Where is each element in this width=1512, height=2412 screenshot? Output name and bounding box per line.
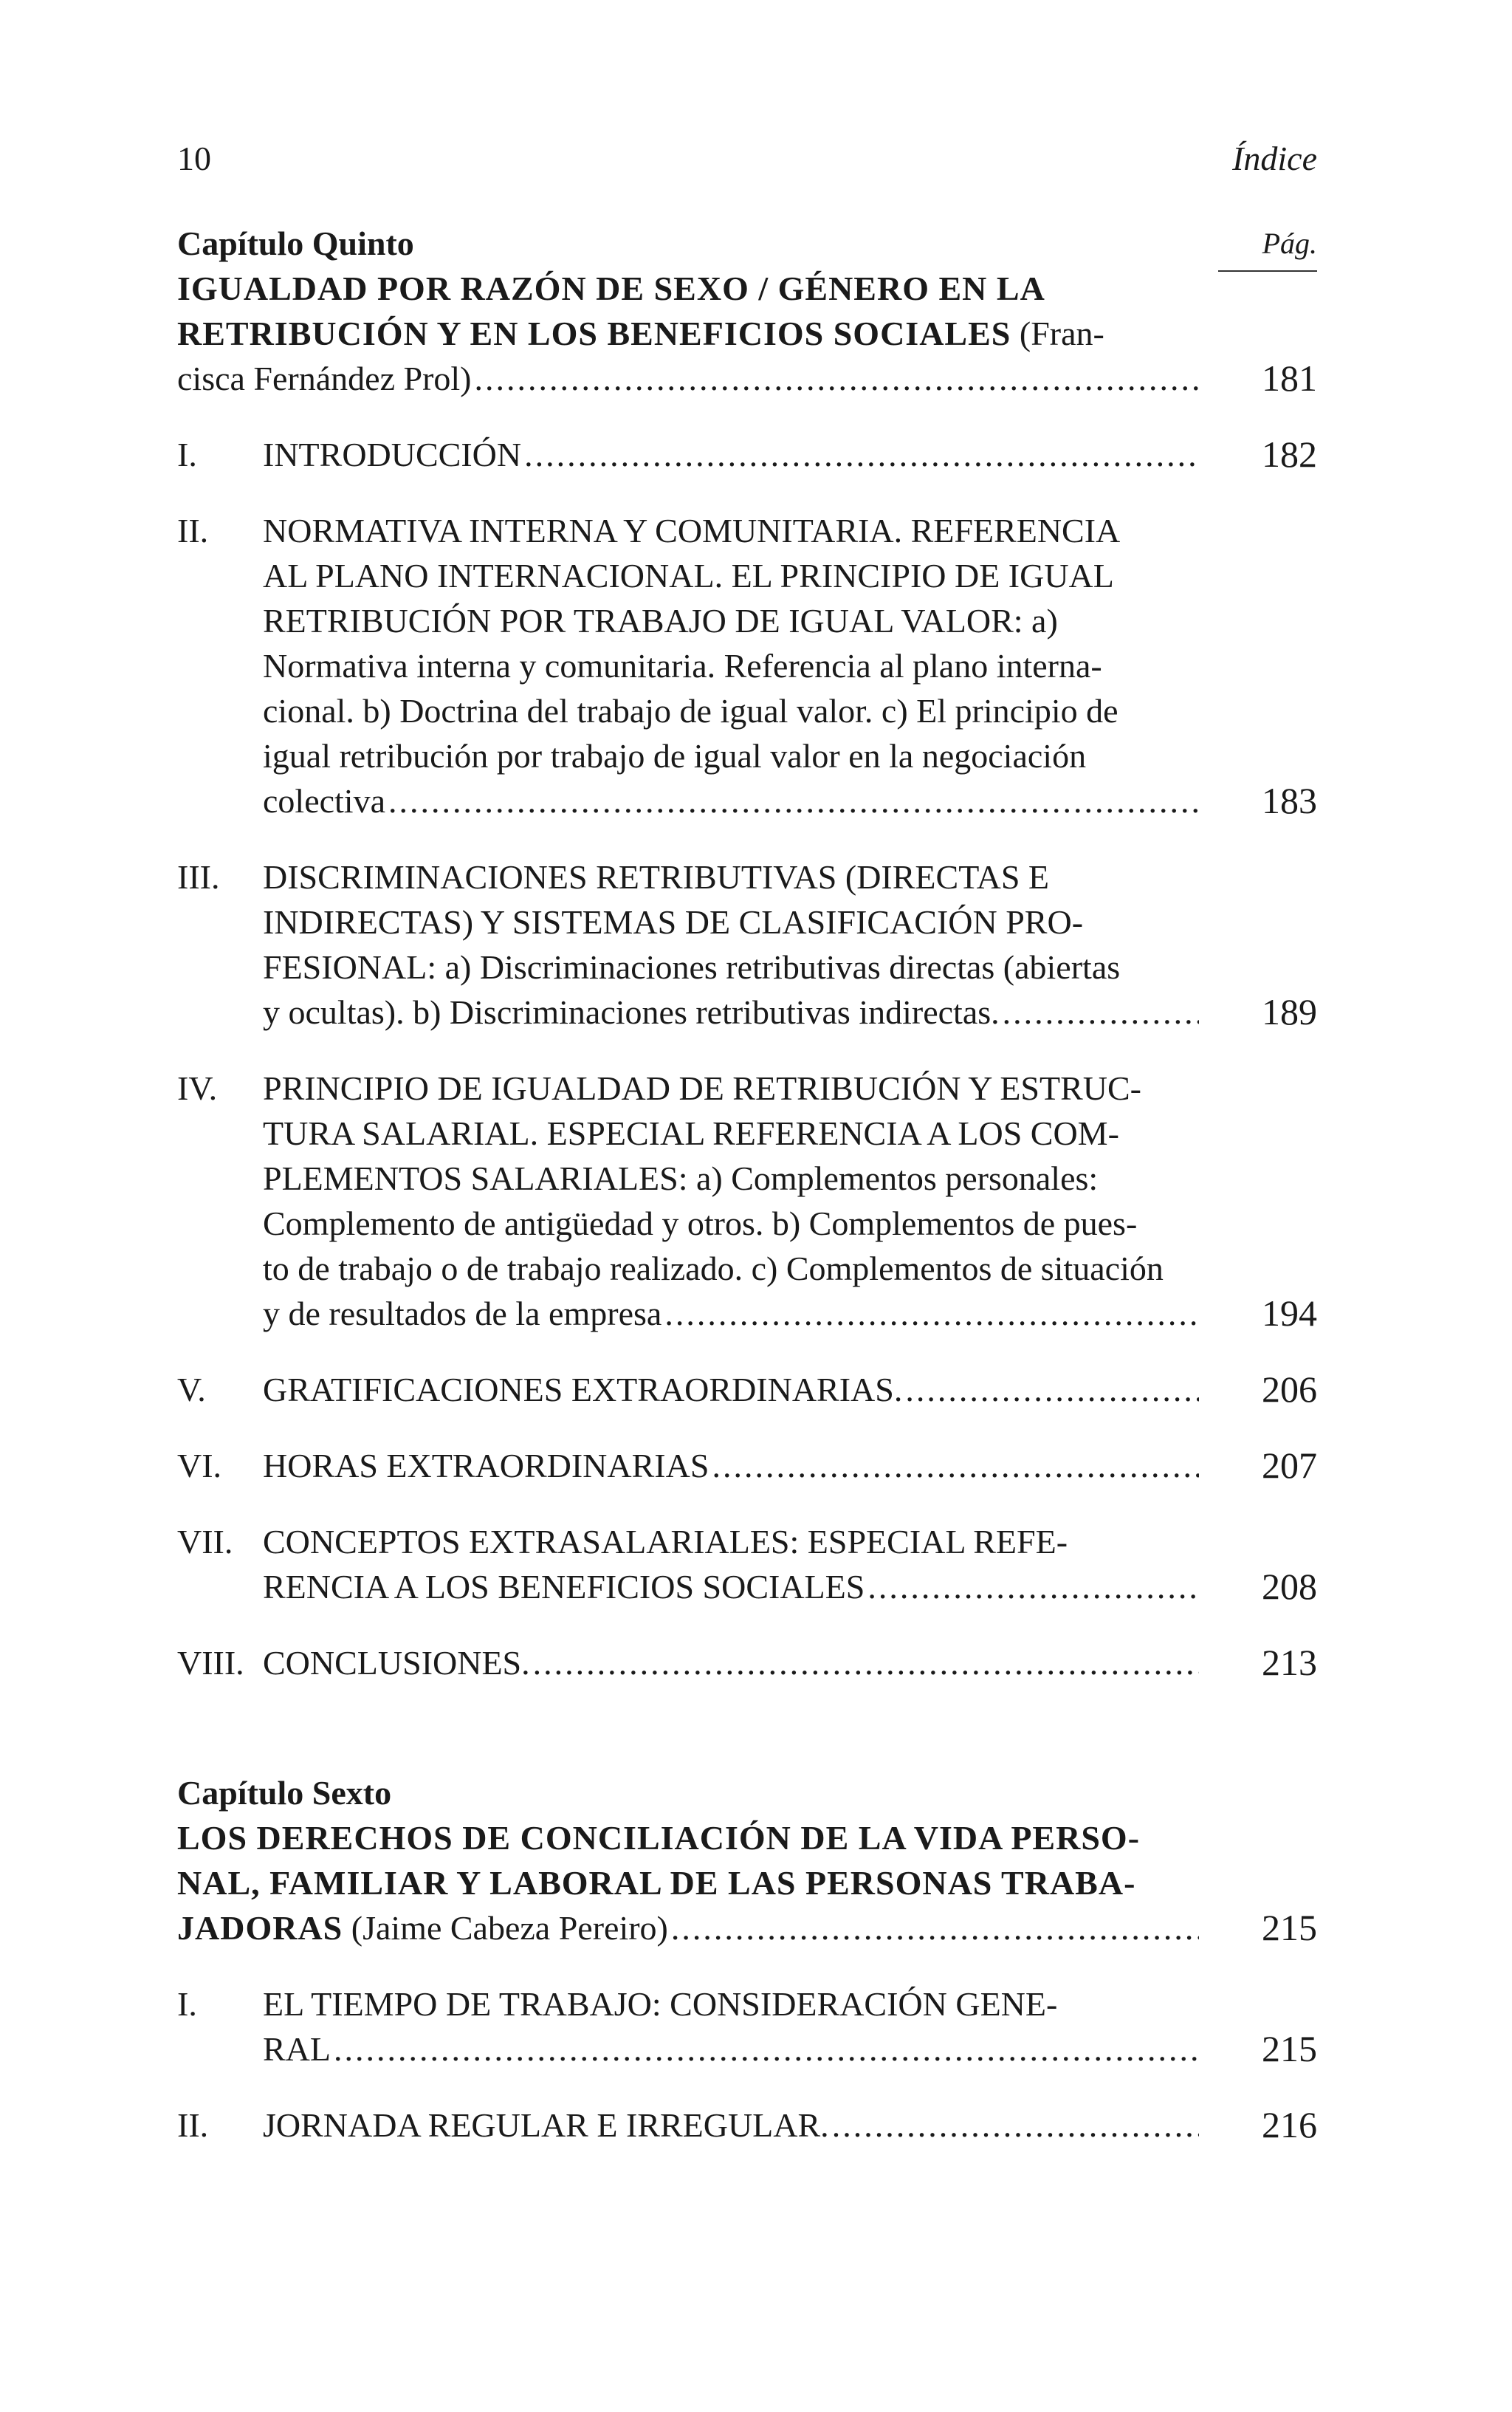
entry-page-number: 206 [1262,1368,1317,1410]
section-line: INDIRECTAS) Y SISTEMAS DE CLASIFICACIÓN PRO- [263,903,1084,941]
entry-page-number: 194 [1262,1292,1317,1334]
entry-page-number: 182 [1262,434,1317,475]
section-line: TURA SALARIAL. ESPECIAL REFERENCIA A LOS COM- [263,1114,1119,1152]
toc-section[interactable] [177,432,1317,477]
chapter-entry[interactable] [177,1815,1317,1950]
chapter-label: Capítulo Quinto [177,225,414,262]
chapter-sexto [177,1771,1317,2148]
section-line: DISCRIMINACIONES RETRIBUTIVAS (DIRECTAS E [263,858,1050,896]
section-title: INTRODUCCIÓN [263,436,522,473]
dot-leader [533,1640,1199,1685]
dot-leader [671,1905,1199,1950]
section-number: VI. [177,1447,222,1484]
section-title: CONCLUSIONES. [263,1644,530,1682]
chapter-author: cisca Fernández Prol) [177,360,472,397]
section-line: EL TIEMPO DE TRABAJO: CONSIDERACIÓN GENE- [263,1985,1058,2023]
section-number: IV. [177,1069,218,1107]
page-column-label: Pág. [1262,227,1317,260]
section-line: Normativa interna y comunitaria. Referencia al plano interna- [263,647,1102,685]
section-line: FESIONAL: a) Discriminaciones retributivas directas (abiertas [263,948,1121,986]
section-line: AL PLANO INTERNACIONAL. EL PRINCIPIO DE IGUAL [263,557,1114,595]
chapter-title-line: LOS DERECHOS DE CONCILIACIÓN DE LA VIDA PERSO- [177,1819,1141,1857]
entry-page-number: 189 [1262,991,1317,1032]
toc-section[interactable] [177,2103,1317,2148]
section-line: PRINCIPIO DE IGUALDAD DE RETRIBUCIÓN Y ESTRUC- [263,1069,1142,1107]
dot-leader [1003,990,1199,1035]
chapter-title-line: NAL, FAMILIAR Y LABORAL DE LAS PERSONAS TRABA- [177,1864,1136,1902]
entry-page-number: 216 [1262,2104,1317,2145]
section-line: to de trabajo o de trabajo realizado. c) Complementos de situación [263,1250,1164,1287]
section-title: HORAS EXTRAORDINARIAS [263,1447,709,1484]
entry-page-number: 213 [1262,1642,1317,1683]
toc-section[interactable] [177,1981,1317,2072]
section-line: y de resultados de la empresa [263,1295,662,1332]
dot-leader [867,1564,1199,1609]
section-number: I. [177,436,197,473]
toc-section[interactable] [177,1519,1317,1609]
chapter-quinto [177,222,1317,1685]
section-line: NORMATIVA INTERNA Y COMUNITARIA. REFERENCIA [263,512,1121,549]
entry-page-number: 215 [1262,1907,1317,1948]
dot-leader [334,2026,1199,2072]
running-head: Índice [1232,140,1317,177]
dot-leader [664,1291,1199,1336]
chapter-title-line: IGUALDAD POR RAZÓN DE SEXO / GÉNERO EN LA [177,270,1045,307]
section-line: CONCEPTOS EXTRASALARIALES: ESPECIAL REFE- [263,1523,1068,1560]
toc-section[interactable] [177,508,1317,823]
dot-leader [388,778,1199,823]
toc-section[interactable] [177,1367,1317,1412]
dot-leader [712,1443,1199,1488]
dot-leader [524,432,1199,477]
section-title: JORNADA REGULAR E IRREGULAR. [263,2106,829,2144]
chapter-author: (Jaime Cabeza Pereiro) [343,1909,668,1947]
section-number: V. [177,1371,206,1408]
section-title: GRATIFICACIONES EXTRAORDINARIAS. [263,1371,903,1408]
section-line: RAL [263,2030,331,2068]
section-number: III. [177,858,220,896]
section-line: colectiva [263,782,386,820]
chapter-entry[interactable] [177,266,1317,401]
toc-section[interactable] [177,1066,1317,1336]
section-number: II. [177,512,209,549]
section-number: VIII. [177,1644,244,1682]
section-line: y ocultas). b) Discriminaciones retributivas indirectas. [263,993,1000,1031]
page-number: 10 [177,140,211,177]
dot-leader [832,2103,1199,2148]
section-line: Complemento de antigüedad y otros. b) Complementos de pues- [263,1205,1138,1242]
chapter-label: Capítulo Sexto [177,1774,392,1812]
section-number: VII. [177,1523,233,1560]
entry-page-number: 207 [1262,1445,1317,1486]
toc-section[interactable] [177,1640,1317,1685]
chapter-author: (Fran- [1011,315,1104,352]
dot-leader [905,1367,1199,1412]
chapter-title-line: JADORAS [177,1909,343,1947]
section-line: RETRIBUCIÓN POR TRABAJO DE IGUAL VALOR: a) [263,602,1058,640]
chapter-title-line: RETRIBUCIÓN Y EN LOS BENEFICIOS SOCIALES [177,315,1011,352]
entry-page-number: 215 [1262,2028,1317,2069]
section-line: cional. b) Doctrina del trabajo de igual valor. c) El principio de [263,692,1118,730]
section-line: RENCIA A LOS BENEFICIOS SOCIALES [263,1568,865,1606]
dot-leader [475,356,1199,401]
entry-page-number: 208 [1262,1566,1317,1607]
section-number: II. [177,2106,209,2144]
entry-page-number: 181 [1262,357,1317,399]
section-line: PLEMENTOS SALARIALES: a) Complementos personales: [263,1159,1099,1197]
toc-section[interactable] [177,854,1317,1035]
toc-section[interactable] [177,1443,1317,1488]
entry-page-number: 183 [1262,780,1317,821]
section-line: igual retribución por trabajo de igual valor en la negociación [263,737,1087,775]
section-number: I. [177,1985,197,2023]
